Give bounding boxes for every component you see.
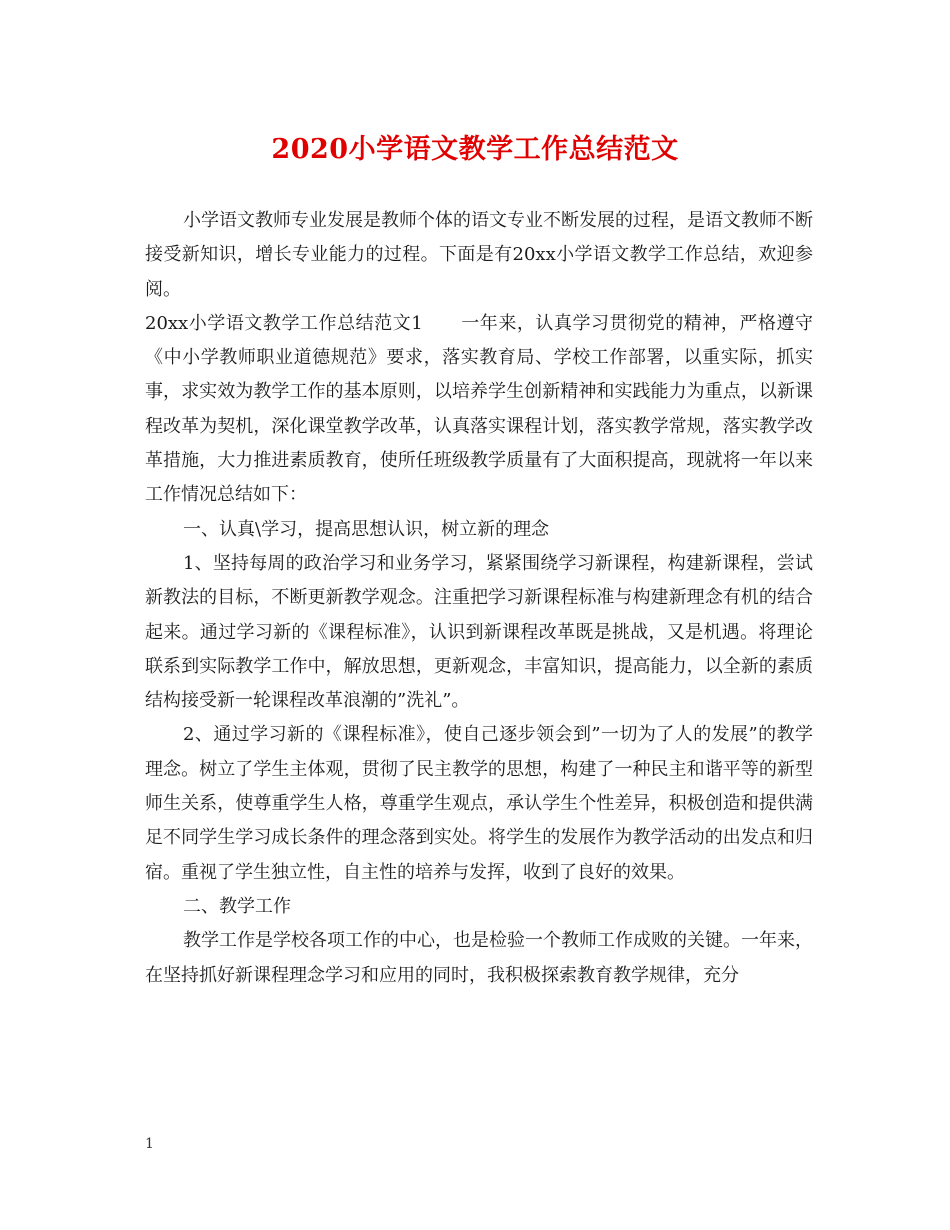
section-one-heading: 20xx小学语文教学工作总结范文1 (145, 312, 423, 334)
teaching-work-paragraph: 教学工作是学校各项工作的中心，也是检验一个教师工作成败的关键。一年来，在坚持抓好新课程理念学习和应用的同时，我积极探索教育教学规律，充分 (145, 930, 813, 986)
page-number: 1 (145, 1136, 154, 1152)
intro-paragraph: 小学语文教师专业发展是教师个体的语文专业不断发展的过程，是语文教师不断接受新知识，增长专业能力的过程。下面是有20xx小学语文教学工作总结，欢迎参阅。 (145, 210, 813, 300)
point-two-paragraph: 2、通过学习新的《课程标准》，使自己逐步领会到”一切为了人的发展”的教学理念。树立了学生主体观，贯彻了民主教学的思想，构建了一种民主和谐平等的新型师生关系，使尊重学生人格，尊重学生观点，承认学生个性差异，积极创造和提供满足不同学生学习成长条件的理念落到实处。将学生的发展作为教学活动的出发点和归宿。重视了学生独立性，自主性的培养与发挥，收到了良好的效果。 (145, 724, 813, 883)
section-one-text: 一年来，认真学习贯彻党的精神，严格遵守《中小学教师职业道德规范》要求，落实教育局、学校工作部署，以重实际，抓实事，求实效为教学工作的基本原则，以培养学生创新精神和实践能力为重点，以新课程改革为契机，深化课堂教学改革，认真落实课程计划，落实教学常规，落实教学改革措施，大力推进素质教育，使所任班级教学质量有了大面积提高，现就将一年以来工作情况总结如下： (145, 312, 813, 506)
heading-one: 一、认真\学习，提高思想认识，树立新的理念 (183, 518, 550, 540)
document-title: 2020小学语文教学工作总结范文 (271, 134, 679, 165)
point-one-paragraph: 1、坚持每周的政治学习和业务学习，紧紧围绕学习新课程，构建新课程，尝试新教法的目标，不断更新教学观念。注重把学习新课程标准与构建新理念有机的结合起来。通过学习新的《课程标准》，认识到新课程改革既是挑战，又是机遇。将理论联系到实际教学工作中，解放思想，更新观念，丰富知识，提高能力，以全新的素质结构接受新一轮课程改革浪潮的”洗礼”。 (145, 552, 813, 712)
document-body (145, 204, 813, 993)
heading-two: 二、教学工作 (183, 895, 291, 917)
section-one-paragraph (145, 307, 813, 513)
